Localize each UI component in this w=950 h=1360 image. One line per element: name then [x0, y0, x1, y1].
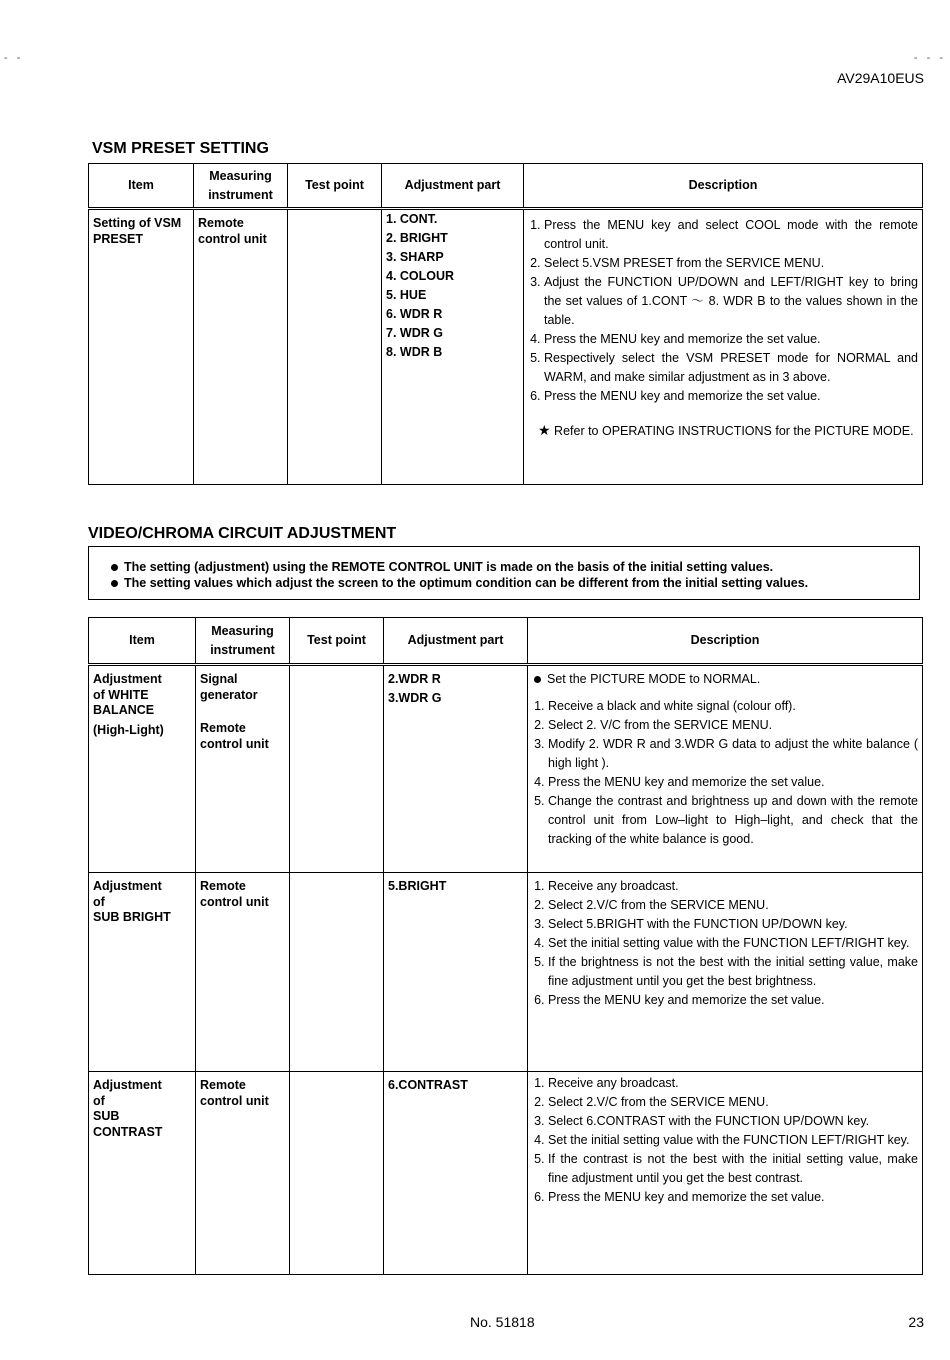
video-table [88, 617, 923, 1275]
description-cell [528, 873, 923, 1072]
video-header-measuring: Measuring instrument [196, 618, 290, 665]
star-icon: ★ [538, 422, 551, 438]
description-cell [528, 1072, 923, 1275]
step: 1. Receive any broadcast. [548, 1074, 918, 1093]
item-line: of [93, 894, 105, 909]
item-line: SUB BRIGHT [93, 910, 171, 924]
step: 6. Press the MENU key and memorize the set value. [548, 991, 918, 1010]
vsm-table [88, 163, 923, 485]
adjustment-part: 3. SHARP [386, 250, 444, 264]
vsm-note [524, 406, 922, 441]
step: 1. Receive any broadcast. [548, 877, 918, 896]
adjustment-part: 6. WDR R [386, 307, 443, 321]
vsm-header-item: Item [89, 164, 194, 209]
item-line: CONTRAST [93, 1124, 163, 1139]
steps-list [528, 691, 922, 849]
vsm-item-cell: Setting of VSM PRESET [89, 209, 194, 485]
notice-text: The setting (adjustment) using the REMOTE CONTROL UNIT is made on the basis of the initial setting values. [124, 560, 774, 574]
measuring-cell: Remote control unit [196, 1072, 290, 1275]
adjustment-part: 3.WDR G [388, 691, 442, 705]
vsm-row [89, 209, 923, 485]
corner-marks-right: - - - [913, 52, 946, 64]
note-text: Refer to OPERATING INSTRUCTIONS for the PICTURE MODE. [554, 424, 914, 438]
item-line: Adjustment [93, 1078, 162, 1092]
document-number: No. 51818 [470, 1314, 535, 1330]
video-header-item: Item [89, 618, 196, 665]
item-cell [89, 873, 196, 1072]
adjustment-part: 2. BRIGHT [386, 231, 448, 245]
step: 1. Press the MENU key and select COOL mode with the remote control unit. [544, 216, 918, 254]
step: 3. Modify 2. WDR R and 3.WDR G data to adjust the white balance ( high light ). [548, 735, 918, 773]
video-header-description: Description [528, 618, 923, 665]
table-row-sub-bright [89, 873, 923, 1072]
adjustment-part: 4. COLOUR [386, 269, 455, 283]
adjustment-part: 6.CONTRAST [388, 1078, 468, 1092]
bullet-icon [111, 564, 118, 571]
adjustment-part: 5.BRIGHT [388, 879, 447, 893]
notice-text: The setting values which adjust the screen to the optimum condition can be different from the initial setting values. [124, 576, 809, 590]
steps-list [528, 1072, 922, 1207]
adjustment-part: 2.WDR R [388, 672, 441, 686]
item-cell [89, 665, 196, 873]
vsm-header-adjustment-part: Adjustment part [382, 164, 524, 209]
page-number: 23 [908, 1314, 924, 1330]
description-cell [528, 665, 923, 873]
adjustment-part: 1. CONT. [386, 212, 438, 226]
table-row-sub-contrast [89, 1072, 923, 1275]
corner-marks-left: - - [4, 52, 24, 64]
model-number: AV29A10EUS [837, 70, 924, 86]
item-line: of [93, 1093, 105, 1108]
adjustment-cell [384, 873, 528, 1072]
vsm-description-cell [524, 209, 923, 485]
item-cell [89, 1072, 196, 1275]
vsm-steps [524, 210, 922, 406]
step: 4. Press the MENU key and memorize the set value. [544, 330, 918, 349]
step: 4. Set the initial setting value with the FUNCTION LEFT/RIGHT key. [548, 934, 918, 953]
item-line: of WHITE [93, 687, 149, 702]
step: 5. Change the contrast and brightness up and down with the remote control unit from Low–light to High–light, and check that the tracking of the white balance is good. [548, 792, 918, 849]
vsm-measuring-cell: Remote control unit [194, 209, 288, 485]
test-point-cell [290, 1072, 384, 1275]
vsm-adjustment-cell [382, 209, 524, 485]
step: 2. Select 2.V/C from the SERVICE MENU. [548, 896, 918, 915]
lead-text: Set the PICTURE MODE to NORMAL. [547, 672, 761, 686]
test-point-cell [290, 665, 384, 873]
step: 3. Adjust the FUNCTION UP/DOWN and LEFT/RIGHT key to bring the set values of 1.CONT ～ 8. WDR B to the values shown in the table. [544, 273, 918, 330]
bullet-icon [111, 580, 118, 587]
notice-line [111, 559, 919, 575]
adjustment-part: 8. WDR B [386, 345, 443, 359]
step: 3. Select 5.BRIGHT with the FUNCTION UP/DOWN key. [548, 915, 918, 934]
item-line: BALANCE [93, 703, 155, 717]
measuring-cell: Remote control unit [196, 873, 290, 1072]
adjustment-part: 5. HUE [386, 288, 427, 302]
step: 4. Press the MENU key and memorize the set value. [548, 773, 918, 792]
adjustment-cell [384, 1072, 528, 1275]
step: 5. Respectively select the VSM PRESET mode for NORMAL and WARM, and make similar adjustment as in 3 above. [544, 349, 918, 387]
lead-line [528, 666, 922, 691]
step: 1. Receive a black and white signal (colour off). [548, 697, 918, 716]
step: 2. Select 2.V/C from the SERVICE MENU. [548, 1093, 918, 1112]
step: 6. Press the MENU key and memorize the set value. [548, 1188, 918, 1207]
step: 5. If the contrast is not the best with the initial setting value, make fine adjustment until you get the best contrast. [548, 1150, 918, 1188]
steps-list [528, 873, 922, 1010]
item-line: Adjustment [93, 672, 162, 686]
adjustment-cell [384, 665, 528, 873]
step: 6. Press the MENU key and memorize the set value. [544, 387, 918, 406]
video-section-title: VIDEO/CHROMA CIRCUIT ADJUSTMENT [88, 525, 397, 542]
table-row-white-balance [89, 665, 923, 873]
bullet-icon [534, 676, 541, 683]
item-line: (High-Light) [93, 722, 164, 737]
measuring-cell [196, 665, 290, 873]
video-header-adjustment-part: Adjustment part [384, 618, 528, 665]
vsm-section-title: VSM PRESET SETTING [92, 140, 269, 157]
notice-box [88, 546, 920, 600]
step: 5. If the brightness is not the best with the initial setting value, make fine adjustment until you get the best brightness. [548, 953, 918, 991]
vsm-test-point-cell [288, 209, 382, 485]
vsm-header-description: Description [524, 164, 923, 209]
vsm-header-test-point: Test point [288, 164, 382, 209]
step: 4. Set the initial setting value with the FUNCTION LEFT/RIGHT key. [548, 1131, 918, 1150]
notice-line [111, 575, 919, 591]
item-line: Adjustment [93, 879, 162, 893]
video-header-test-point: Test point [290, 618, 384, 665]
measuring-instrument: Remote control unit [200, 721, 269, 751]
test-point-cell [290, 873, 384, 1072]
measuring-instrument: Signal generator [200, 672, 258, 702]
adjustment-part: 7. WDR G [386, 326, 443, 340]
item-line: SUB [93, 1109, 120, 1123]
step: 3. Select 6.CONTRAST with the FUNCTION UP/DOWN key. [548, 1112, 918, 1131]
step: 2. Select 2. V/C from the SERVICE MENU. [548, 716, 918, 735]
step: 2. Select 5.VSM PRESET from the SERVICE MENU. [544, 254, 918, 273]
vsm-header-measuring: Measuring instrument [194, 164, 288, 209]
